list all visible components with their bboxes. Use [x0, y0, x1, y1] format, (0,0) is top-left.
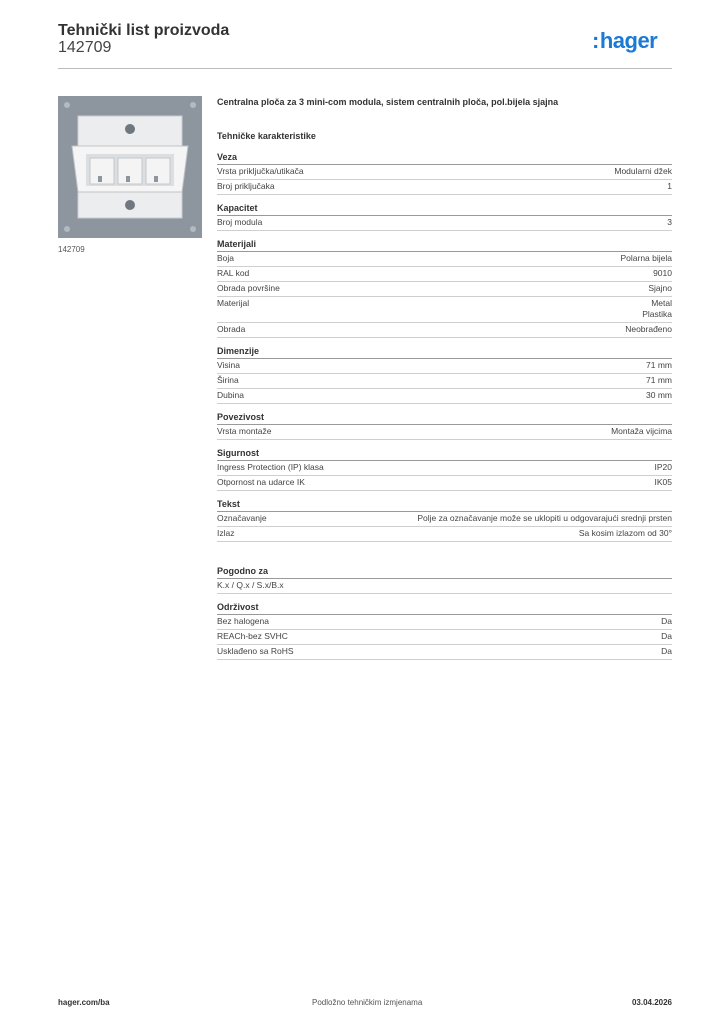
spec-label: REACh-bez SVHC — [217, 631, 288, 641]
spec-group-title: Materijali — [217, 237, 672, 252]
spec-label: Vrsta priključka/utikača — [217, 166, 304, 176]
spec-group-title: Veza — [217, 150, 672, 165]
spec-label: Dubina — [217, 390, 244, 400]
spec-row — [217, 389, 672, 404]
spec-group-title: Održivost — [217, 600, 672, 615]
spec-value — [653, 268, 672, 279]
spec-value-line: Da — [661, 616, 672, 626]
spec-group-title: Povezivost — [217, 410, 672, 425]
spec-value-line: Montaža vijcima — [611, 426, 672, 436]
spec-row — [217, 267, 672, 282]
spec-label: Obrada površine — [217, 283, 280, 293]
spec-row — [217, 512, 672, 527]
spec-value — [667, 217, 672, 228]
spec-value — [611, 426, 672, 437]
spec-value — [661, 631, 672, 642]
spec-row — [217, 461, 672, 476]
spec-value-line: Polje za označavanje može se uklopiti u odgovarajući srednji prsten — [417, 513, 672, 523]
footer-note: Podložno tehničkim izmjenama — [312, 998, 423, 1007]
spec-group — [217, 446, 672, 491]
spec-value-line: Neobrađeno — [625, 324, 672, 334]
spec-value-line: 30 mm — [646, 390, 672, 400]
spec-value-line: 71 mm — [646, 375, 672, 385]
spec-value — [579, 528, 672, 539]
spec-value-line: Sa kosim izlazom od 30° — [578, 528, 672, 538]
spec-value — [646, 375, 672, 386]
spec-label: Označavanje — [217, 513, 267, 523]
spec-row — [217, 425, 672, 440]
spec-value — [655, 477, 673, 488]
spec-group — [217, 150, 672, 195]
spec-label: Usklađeno sa RoHS — [217, 646, 294, 656]
spec-value-line: Da — [661, 631, 672, 641]
spec-label: RAL kod — [217, 268, 250, 278]
header-divider — [58, 68, 672, 69]
spec-value — [620, 253, 672, 264]
spec-label: Bez halogena — [217, 616, 269, 626]
spec-value — [642, 298, 672, 320]
spec-row — [217, 476, 672, 491]
document-title: Tehnički list proizvoda — [58, 22, 230, 39]
product-description: Centralna ploča za 3 mini-com modula, sistem centralnih ploča, pol.bijela sjajna — [217, 97, 559, 107]
spec-value-line: 1 — [667, 181, 672, 191]
spec-value — [648, 283, 672, 294]
product-image — [58, 96, 202, 238]
spec-value-line: Polarna bijela — [620, 253, 672, 263]
section-heading: Tehničke karakteristike — [217, 131, 316, 141]
spec-row — [217, 374, 672, 389]
spec-value-line: IP20 — [654, 462, 672, 472]
spec-row — [217, 323, 672, 338]
spec-group-title: Kapacitet — [217, 201, 672, 216]
spec-label: Broj priključaka — [217, 181, 275, 191]
spec-label: Visina — [217, 360, 240, 370]
spec-label: Broj modula — [217, 217, 263, 227]
spec-value — [655, 462, 673, 473]
spec-group — [217, 410, 672, 440]
spec-label: Izlaz — [217, 528, 235, 538]
spec-group-title: Sigurnost — [217, 446, 672, 461]
hager-logo: :hager — [592, 28, 658, 53]
spec-row — [217, 180, 672, 195]
spec-row — [217, 216, 672, 231]
spec-row — [217, 630, 672, 645]
spec-value-line: Plastika — [642, 309, 672, 319]
spec-row — [217, 252, 672, 267]
spec-label: K.x / Q.x / S.x/B.x — [217, 580, 284, 590]
logo-text: hager — [599, 28, 658, 53]
cover-plate-illustration — [58, 96, 202, 238]
spec-row — [217, 645, 672, 660]
spec-value-line: IK05 — [654, 477, 672, 487]
spec-row — [217, 165, 672, 180]
spec-value — [625, 324, 672, 335]
spec-row — [217, 282, 672, 297]
spec-label: Otpornost na udarce IK — [217, 477, 305, 487]
spec-group — [217, 237, 672, 338]
spec-value — [646, 390, 672, 401]
specifications — [217, 150, 672, 666]
spec-label: Boja — [217, 253, 235, 263]
spec-group-title: Pogodno za — [217, 564, 672, 579]
spec-group-title: Tekst — [217, 497, 672, 512]
image-caption: 142709 — [58, 245, 85, 254]
spec-group — [217, 497, 672, 542]
spec-row — [217, 297, 672, 323]
spec-label: Širina — [217, 375, 239, 385]
spec-row — [217, 579, 672, 594]
spec-value-line: 9010 — [653, 268, 672, 278]
spec-value-line: Metal — [651, 298, 672, 308]
spec-label: Vrsta montaže — [217, 426, 272, 436]
spec-value — [646, 360, 672, 371]
spec-row — [217, 527, 672, 542]
spec-group — [217, 564, 672, 594]
spec-value-line: Modularni džek — [614, 166, 672, 176]
product-number: 142709 — [58, 39, 112, 56]
spec-group — [217, 201, 672, 231]
footer-date: 03.04.2026 — [631, 998, 672, 1007]
spec-value-line: Da — [661, 646, 672, 656]
spec-group — [217, 600, 672, 660]
spec-value — [417, 513, 672, 524]
spec-value-line: Sjajno — [648, 283, 672, 293]
spec-value — [614, 166, 672, 177]
spec-group — [217, 344, 672, 404]
section-spacer — [217, 548, 672, 564]
spec-value-line: 3 — [667, 217, 672, 227]
spec-label: Obrada — [217, 324, 246, 334]
spec-label: Ingress Protection (IP) klasa — [217, 462, 324, 472]
spec-value — [661, 646, 672, 657]
spec-value-line: 71 mm — [646, 360, 672, 370]
spec-row — [217, 615, 672, 630]
footer-website[interactable]: hager.com/ba — [58, 998, 110, 1007]
spec-row — [217, 359, 672, 374]
spec-value — [661, 616, 672, 627]
spec-value — [667, 181, 672, 192]
spec-label: Materijal — [217, 298, 250, 308]
spec-group-title: Dimenzije — [217, 344, 672, 359]
